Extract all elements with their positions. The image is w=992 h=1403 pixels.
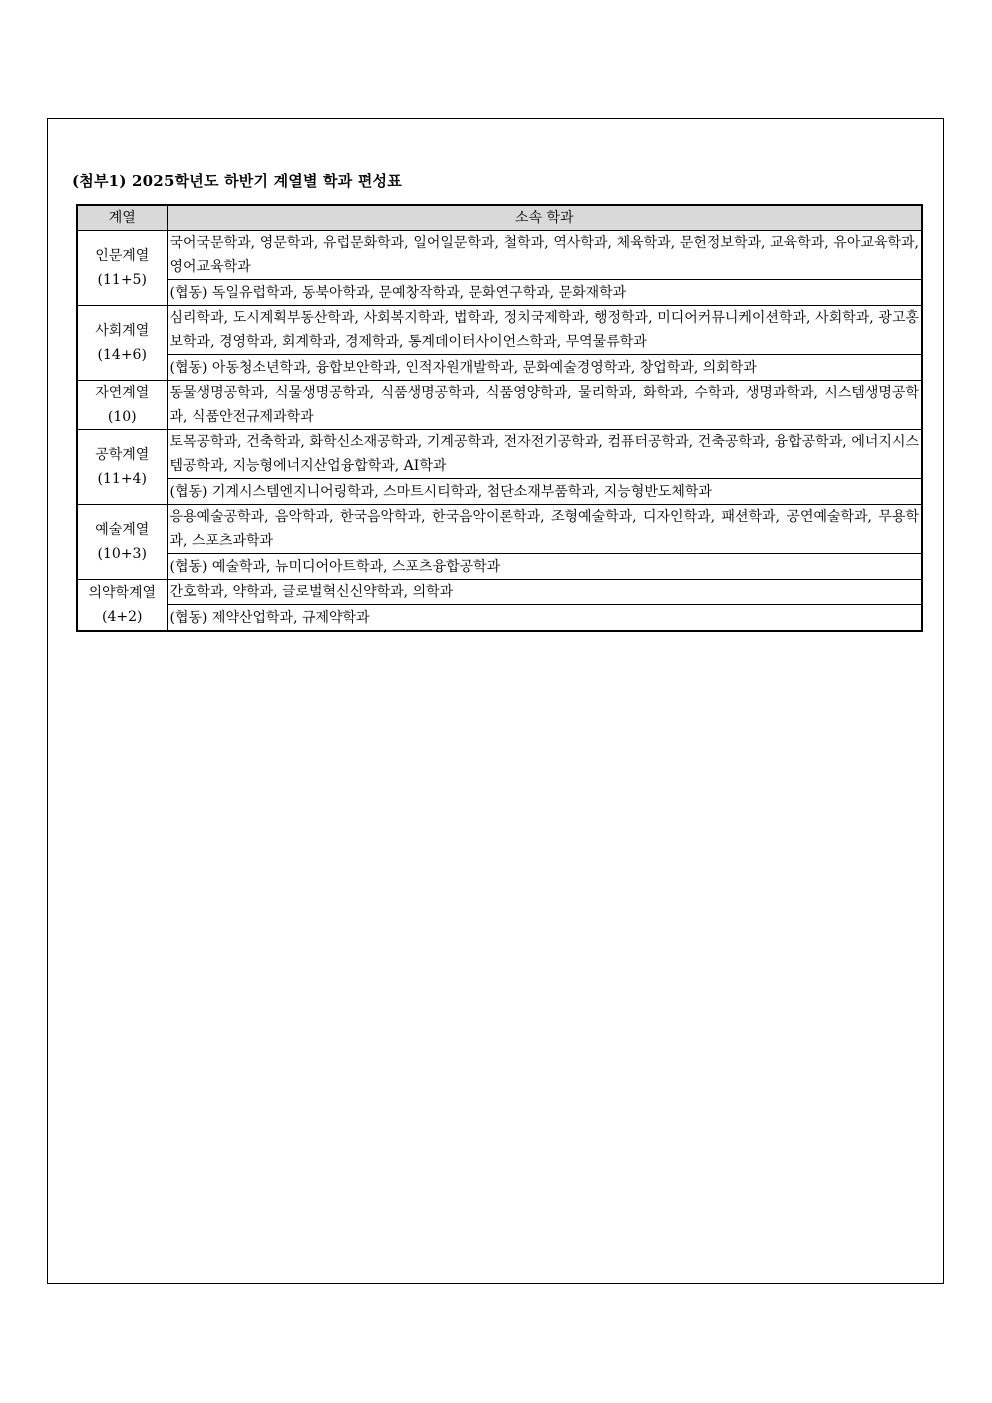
departments-cell: 동물생명공학과, 식물생명공학과, 식품생명공학과, 식품영양학과, 물리학과, 화학과, 수학과, 생명과학과, 시스템생명공학과, 식품안전규제과학과 [167, 381, 922, 430]
header-departments: 소속 학과 [167, 205, 922, 231]
group-cell-natural [77, 381, 167, 430]
group-name: 사회계열 [95, 323, 150, 339]
group-name: 자연계열 [95, 385, 150, 401]
cooperative-cell: (협동) 제약산업학과, 규제약학과 [167, 605, 922, 632]
departments-cell: 토목공학과, 건축학과, 화학신소재공학과, 기계공학과, 전자전기공학과, 컴퓨터공학과, 건축공학과, 융합공학과, 에너지시스템공학과, 지능형에너지산업융합학과, AI학과 [167, 430, 922, 479]
group-count: (10) [107, 409, 137, 425]
group-count: (10+3) [97, 546, 147, 562]
table-row [77, 554, 922, 580]
group-cell-medical [77, 580, 167, 632]
group-name: 인문계열 [95, 248, 150, 264]
group-name: 공학계열 [95, 447, 150, 463]
cooperative-cell: (협동) 기계시스템엔지니어링학과, 스마트시티학과, 첨단소재부품학과, 지능형반도체학과 [167, 479, 922, 505]
table-header-row [77, 205, 922, 231]
table-row [77, 605, 922, 632]
departments-cell: 간호학과, 약학과, 글로벌혁신신약학과, 의학과 [167, 580, 922, 605]
document-title: (첨부1) 2025학년도 하반기 계열별 학과 편성표 [72, 172, 402, 190]
table-row [77, 479, 922, 505]
group-name: 예술계열 [95, 522, 150, 538]
cooperative-cell: (협동) 아동청소년학과, 융합보안학과, 인적자원개발학과, 문화예술경영학과, 창업학과, 의회학과 [167, 355, 922, 381]
group-cell-social [77, 306, 167, 381]
departments-cell: 국어국문학과, 영문학과, 유럽문화학과, 일어일문학과, 철학과, 역사학과, 체육학과, 문헌정보학과, 교육학과, 유아교육학과, 영어교육학과 [167, 231, 922, 280]
cooperative-cell: (협동) 예술학과, 뉴미디어아트학과, 스포츠융합공학과 [167, 554, 922, 580]
header-group: 계열 [77, 205, 167, 231]
group-count: (14+6) [97, 347, 147, 363]
table-row [77, 505, 922, 554]
table-row [77, 306, 922, 355]
table-row [77, 381, 922, 430]
group-count: (11+4) [97, 471, 147, 487]
table-row [77, 280, 922, 306]
group-cell-humanities [77, 231, 167, 306]
table-row [77, 231, 922, 280]
group-cell-arts [77, 505, 167, 580]
departments-cell: 응용예술공학과, 음악학과, 한국음악학과, 한국음악이론학과, 조형예술학과, 디자인학과, 패션학과, 공연예술학과, 무용학과, 스포츠과학과 [167, 505, 922, 554]
table-row [77, 580, 922, 605]
group-name: 의약학계열 [88, 585, 157, 601]
table-row [77, 430, 922, 479]
departments-cell: 심리학과, 도시계획부동산학과, 사회복지학과, 법학과, 정치국제학과, 행정학과, 미디어커뮤니케이션학과, 사회학과, 광고홍보학과, 경영학과, 회계학과, 경제학과, 통계데이터사이언스학과, 무역물류학과 [167, 306, 922, 355]
group-cell-engineering [77, 430, 167, 505]
group-count: (4+2) [102, 609, 143, 625]
table-row [77, 355, 922, 381]
cooperative-cell: (협동) 독일유럽학과, 동북아학과, 문예창작학과, 문화연구학과, 문화재학과 [167, 280, 922, 306]
group-count: (11+5) [97, 272, 147, 288]
department-table [76, 204, 923, 632]
